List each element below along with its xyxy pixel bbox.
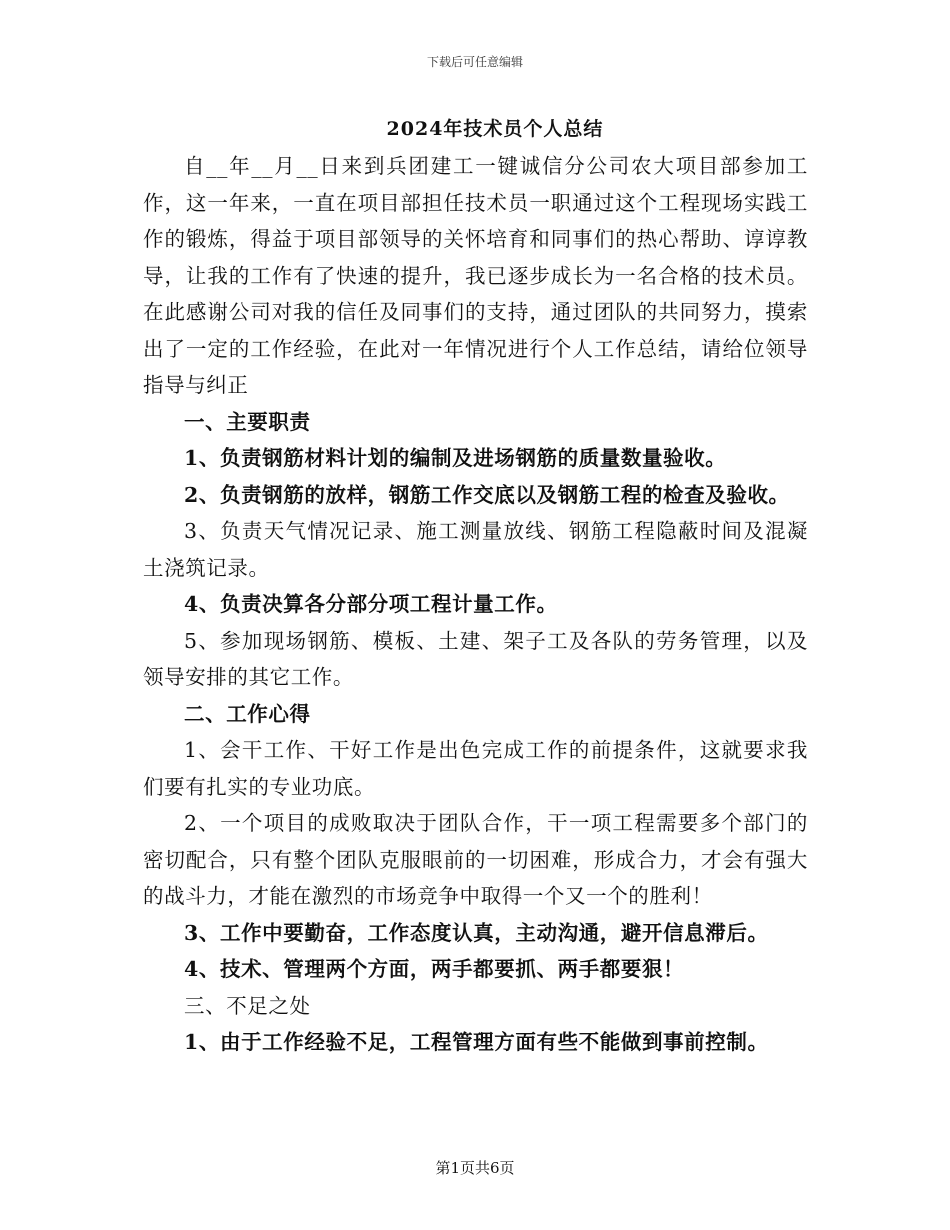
paragraph-intro: 自__年__月__日来到兵团建工一键诚信分公司农大项目部参加工作，这一年来，一直在项目部担任技术员一职通过这个工程现场实践工作的锻炼，得益于项目部领导的关怀培育和同事们的热心帮助、谆谆教导，让我的工作有了快速的提升，我已逐步成长为一名合格的技术员。在此感谢公司对我的信任及同事们的支持，通过团队的共同努力，摸索出了一定的工作经验，在此对一年情况进行个人工作总结，请给位领导指导与纠正 bbox=[143, 154, 808, 397]
experience-item-2: 2、一个项目的成败取决于团队合作，干一项工程需要多个部门的密切配合，只有整个团队克服眼前的一切困难，形成合力，才会有强大的战斗力，才能在激烈的市场竞争中取得一个又一个的胜利！ bbox=[143, 811, 808, 908]
experience-item-1: 1、会干工作、干好工作是出色完成工作的前提条件，这就要求我们要有扎实的专业功底。 bbox=[143, 738, 808, 799]
duty-item-4: 4、负责决算各分部分项工程计量工作。 bbox=[184, 592, 558, 616]
section-heading-experience: 二、工作心得 bbox=[184, 701, 311, 726]
document-title: 2024年技术员个人总结 bbox=[386, 118, 604, 140]
page-header-note: 下载后可任意编辑 bbox=[426, 55, 523, 69]
duty-item-2: 2、负责钢筋的放样，钢筋工作交底以及钢筋工程的检查及验收。 bbox=[184, 482, 790, 507]
duty-item-3: 3、负责天气情况记录、施工测量放线、钢筋工程隐蔽时间及混凝土浇筑记录。 bbox=[143, 519, 808, 580]
section-heading-duties: 一、主要职责 bbox=[184, 409, 311, 434]
experience-item-3: 3、工作中要勤奋，工作态度认真，主动沟通，避开信息滞后。 bbox=[184, 920, 769, 945]
document-body bbox=[143, 148, 808, 1061]
duty-item-5: 5、参加现场钢筋、模板、土建、架子工及各队的劳务管理，以及领导安排的其它工作。 bbox=[143, 628, 808, 689]
duty-item-1: 1、负责钢筋材料计划的编制及进场钢筋的质量数量验收。 bbox=[184, 446, 727, 470]
shortcoming-item-1: 1、由于工作经验不足，工程管理方面有些不能做到事前控制。 bbox=[184, 1030, 769, 1054]
experience-item-4: 4、技术、管理两个方面，两手都要抓、两手都要狠！ bbox=[184, 957, 685, 981]
section-heading-shortcomings: 三、不足之处 bbox=[184, 993, 311, 1018]
page-footer-number: 第1页共6页 bbox=[435, 1159, 515, 1177]
